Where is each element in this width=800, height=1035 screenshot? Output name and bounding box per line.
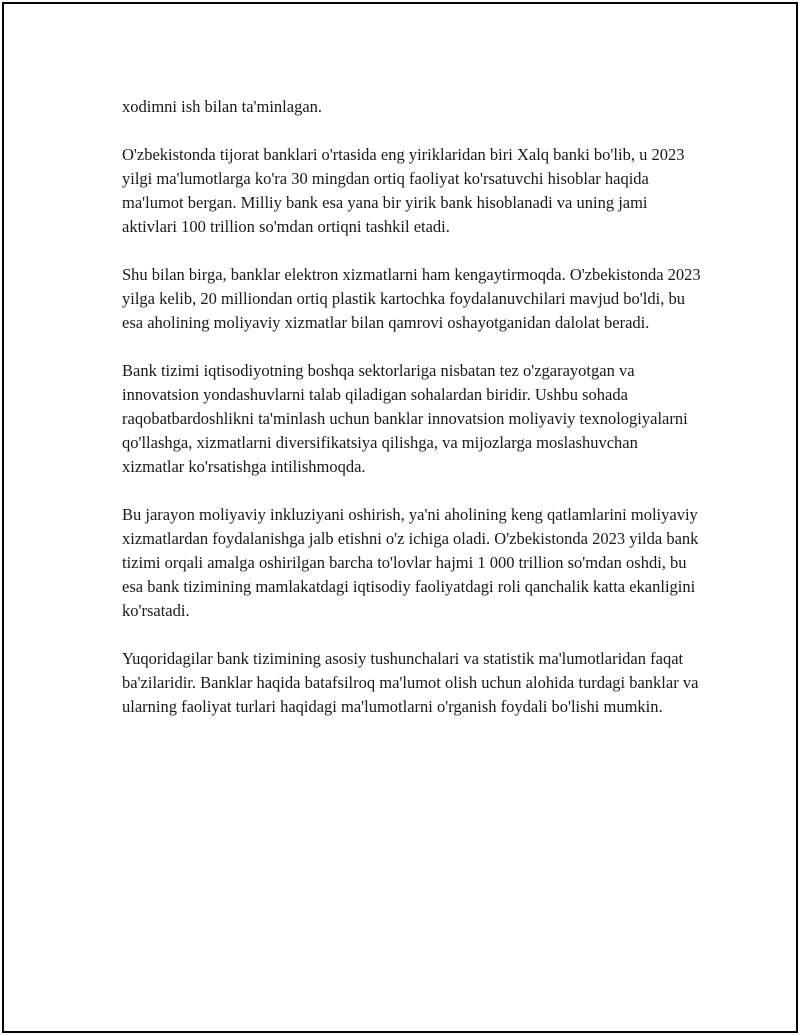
page-frame (2, 2, 798, 1033)
document-body (122, 95, 702, 743)
paragraph-3: Shu bilan birga, banklar elektron xizmatlarni ham kengaytirmoqda. O'zbekistonda 2023 yilga kelib, 20 milliondan ortiq plastik kartochka foydalanuvchilari mavjud bo'ldi, bu esa aholining moliyaviy xizmatlar bilan qamrovi oshayotganidan dalolat beradi. (122, 265, 701, 332)
paragraph-1: xodimni ish bilan ta'minlagan. (122, 97, 323, 116)
paragraph-2: O'zbekistonda tijorat banklari o'rtasida eng yiriklaridan biri Xalq banki bo'lib, u 2023 yilgi ma'lumotlarga ko'ra 30 mingdan ortiq faoliyat ko'rsatuvchi hisoblar haqida ma'lumot bergan. Milliy bank esa yana bir yirik bank hisoblanadi va uning jami aktivlari 100 trillion so'mdan ortiqni tashkil etadi. (122, 145, 685, 236)
paragraph-4: Bank tizimi iqtisodiyotning boshqa sektorlariga nisbatan tez o'zgarayotgan va innovatsion yondashuvlarni talab qiladigan sohalardan biridir. Ushbu sohada raqobatbardoshlikni ta'minlash uchun banklar innovatsion moliyaviy texnologiyalarni qo'llashga, xizmatlarni diversifikatsiya qilishga, va mijozlarga moslashuvchan xizmatlar ko'rsatishga intilishmoqda. (122, 361, 688, 476)
paragraph-5: Bu jarayon moliyaviy inkluziyani oshirish, ya'ni aholining keng qatlamlarini moliyaviy xizmatlardan foydalanishga jalb etishni o'z ichiga oladi. O'zbekistonda 2023 yilda bank tizimi orqali amalga oshirilgan barcha to'lovlar hajmi 1 000 trillion so'mdan oshdi, bu esa bank tizimining mamlakatdagi iqtisodiy faoliyatdagi roli qanchalik katta ekanligini ko'rsatadi. (122, 505, 699, 620)
paragraph-6: Yuqoridagilar bank tizimining asosiy tushunchalari va statistik ma'lumotlaridan faqat ba'zilaridir. Banklar haqida batafsilroq ma'lumot olish uchun alohida turdagi banklar va ularning faoliyat turlari haqidagi ma'lumotlarni o'rganish foydali bo'lishi mumkin. (122, 649, 699, 716)
